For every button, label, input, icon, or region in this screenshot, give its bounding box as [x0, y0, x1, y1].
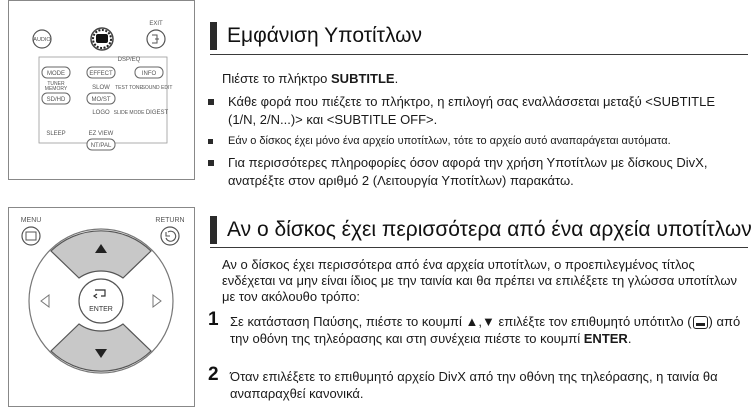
- testtone-label: TEST TONE: [115, 85, 143, 91]
- slow-label: SLOW: [92, 85, 110, 91]
- step-text-part: ) από την οθόνη της τηλεόρασης και στη συνέχεια πιέστε το κουμπί: [230, 314, 741, 346]
- subtitle-key: SUBTITLE: [331, 71, 395, 86]
- ntpal-label: NT/PAL: [90, 143, 112, 149]
- menu-button[interactable]: [22, 227, 40, 245]
- mode-label: MODE: [47, 71, 65, 77]
- section-title-multiple-subtitles: Αν ο δίσκος έχει περισσότερα από ένα αρχεία υποτίτλων: [210, 216, 752, 244]
- step-text-end: .: [627, 331, 632, 346]
- subtitle-icon: [693, 316, 708, 329]
- audio-label: AUDIO: [33, 37, 51, 43]
- title-underline: [210, 247, 748, 248]
- section-title-subtitles: Εμφάνιση Υποτίτλων: [210, 22, 422, 50]
- logo-label: LOGO: [92, 110, 110, 116]
- menu-label: MENU: [20, 217, 42, 224]
- step-text: [230, 313, 748, 347]
- step-number: 1: [208, 309, 219, 330]
- sdhd-label: SD/HD: [46, 97, 66, 103]
- slidemode-label: SLIDE MODE: [113, 110, 145, 116]
- instruction-end: .: [394, 71, 399, 86]
- enter-label: ENTER: [89, 306, 113, 313]
- step-number: 2: [208, 364, 219, 385]
- remote-buttons-illustration: [8, 0, 195, 180]
- tuner-label: TUNER: [47, 81, 65, 87]
- remote-navigation-illustration: [8, 207, 195, 407]
- effect-label: EFFECT: [89, 71, 113, 77]
- exit-label: EXIT: [149, 21, 163, 27]
- ezview-label: EZ VIEW: [88, 131, 114, 137]
- subtitle-notes: [205, 93, 745, 195]
- title-underline: [210, 54, 748, 55]
- remote-nav-svg: [9, 208, 194, 406]
- multiple-subtitles-intro: Αν ο δίσκος έχει περισσότερα από ένα αρχεία υποτίτλων, ο προεπιλεγμένος τίτλος ενδέχεται να μην είναι ίδιος με την ταινία και θα πρέπει να επιλέξετε τη γλώσσα υποτίτλων με τον ακόλουθο τρόπο:: [222, 257, 737, 304]
- digest-label: DIGEST: [145, 110, 169, 116]
- return-label: RETURN: [155, 217, 185, 224]
- step-text-part: Σε κατάσταση Παύσης, πιέστε το κουμπί ▲,▼ επιλέξτε τον επιθυμητό υπότιτλο (: [230, 314, 692, 329]
- sleep-label: SLEEP: [46, 131, 66, 137]
- note-divx-reference: Για περισσότερες πληροφορίες όσον αφορά την χρήση Υποτίτλων με δίσκους DivX, ανατρέξτε στον αριθμό 2 (Λειτουργία Υποτίτλων) παρακάτω.: [205, 154, 745, 190]
- step-text: Όταν επιλέξετε το επιθυμητό αρχείο DivX από την οθόνη της τηλεόρασης, η ταινία θα αναπαραχθεί κανονικά.: [230, 369, 718, 401]
- dsp-label: DSP/EQ: [117, 57, 141, 63]
- instruction-text: Πιέστε το πλήκτρο: [222, 71, 332, 86]
- note-toggle: Κάθε φορά που πιέζετε το πλήκτρο, η επιλογή σας εναλλάσσεται μεταξύ <SUBTITLE (1/N, 2/N...)> και <SUBTITLE OFF>.: [205, 93, 745, 129]
- subtitle-instruction: [222, 70, 398, 87]
- note-single-file: Εάν ο δίσκος έχει μόνο ένα αρχείο υποτίτλων, τότε το αρχείο αυτό αναπαράγεται αυτόματα.: [205, 134, 745, 149]
- most-label: MO/ST: [91, 97, 111, 103]
- enter-button[interactable]: [79, 279, 123, 323]
- subtitle-icon: [96, 34, 108, 43]
- soundedit-label: SOUND EDIT: [141, 85, 173, 91]
- remote-buttons-svg: [9, 1, 194, 179]
- enter-key: ENTER: [583, 331, 628, 346]
- memory-label: MEMORY: [44, 86, 68, 92]
- info-label: INFO: [141, 71, 157, 77]
